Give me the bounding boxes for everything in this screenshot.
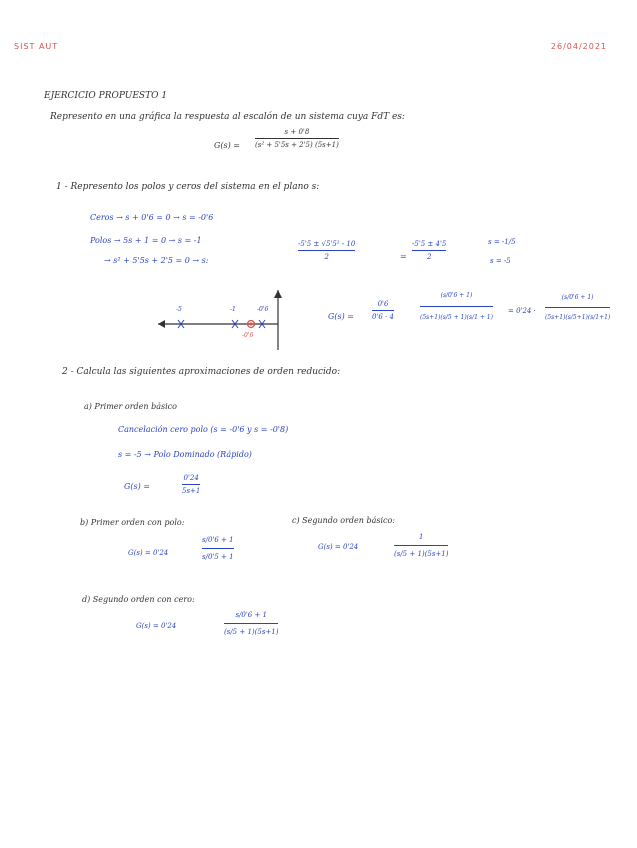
g-result-frac	[545, 294, 610, 321]
result-num: -5'5 ± 4'5	[412, 240, 447, 248]
poles-line: Polos → 5s + 1 = 0 → s = -1	[90, 236, 202, 245]
fraction-bar	[202, 548, 234, 549]
q2c-num: 1	[419, 533, 424, 541]
root-2: s = -5	[490, 257, 511, 265]
q2b-title: b) Primer orden con polo:	[80, 518, 185, 527]
zero-marker	[248, 321, 255, 328]
header-left: SIST AUT	[14, 42, 59, 51]
quadratic-line: → s² + 5'5s + 2'5 = 0 → s:	[104, 256, 209, 265]
plot-label-minus1: -1	[230, 306, 236, 313]
pole-marker-5	[178, 320, 184, 328]
tf-den: (s² + 5'5s + 2'5) (5s+1)	[255, 141, 339, 149]
fraction-bar	[394, 545, 448, 546]
plot-label-minus5: -5	[176, 306, 182, 313]
formula-den: 2	[324, 253, 329, 261]
zeros-line: Ceros → s + 0'6 = 0 → s = -0'6	[90, 213, 214, 222]
fraction-bar	[298, 250, 355, 251]
pole-marker-1	[232, 320, 238, 328]
fraction-bar	[182, 484, 200, 485]
g-result-num: (s/0'6 + 1)	[561, 294, 594, 301]
g-gain-num: 0'6	[377, 300, 389, 308]
q2c-den: (s/5 + 1)(5s+1)	[394, 550, 449, 558]
q1-title: 1 - Represento los polos y ceros del sistema en el plano s:	[56, 182, 320, 192]
result-den: 2	[426, 253, 432, 261]
q2a-line1: Cancelación cero polo (s = -0'6 y s = -0'8)	[118, 425, 289, 434]
q2d-num: s/0'6 + 1	[235, 611, 268, 619]
q2b-den: s/0'5 + 1	[202, 553, 234, 561]
q2d-den: (s/5 + 1)(5s+1)	[224, 628, 279, 636]
fraction-bar	[420, 306, 493, 307]
g-big-den: (5s+1)(s/5 + 1)(s/1 + 1)	[420, 314, 493, 321]
fraction-bar	[412, 250, 446, 251]
q2a-g: G(s) =	[124, 482, 150, 491]
fraction-bar	[224, 623, 278, 624]
q2d-title: d) Segundo orden con cero:	[82, 595, 195, 604]
q2-title: 2 - Calcula las siguientes aproximaciones de orden reducido:	[62, 367, 341, 377]
root-1: s = -1/5	[488, 238, 516, 246]
plot-label-zero: -0'6	[242, 332, 254, 339]
q2c-title: c) Segundo orden básico:	[292, 516, 396, 525]
q2d-frac	[224, 611, 278, 636]
g-gain-den: 0'6 · 4	[372, 313, 394, 321]
fraction-bar	[255, 138, 339, 139]
fraction-bar	[545, 307, 610, 308]
fraction-bar	[372, 310, 394, 311]
q2a-den: 5s+1	[182, 487, 201, 495]
g-big-num: (s/0'6 + 1)	[440, 292, 473, 299]
header-date: 26/04/2021	[550, 42, 607, 51]
formula-num: -5'5 ± √5'5² - 10	[298, 240, 356, 248]
tf-num: s + 0'8	[284, 128, 310, 136]
g-eq: G(s) =	[328, 312, 354, 321]
q2b-g: G(s) = 0'24	[128, 549, 169, 557]
pole-marker-06	[259, 320, 265, 328]
exercise-title: EJERCICIO PROPUESTO 1	[44, 91, 168, 101]
quadratic-formula	[298, 240, 355, 261]
q2c-g: G(s) = 0'24	[318, 543, 359, 551]
quadratic-result	[412, 240, 446, 261]
q2a-num: 0'24	[183, 474, 199, 482]
equals-sign: =	[400, 252, 407, 261]
g-result-den: (5s+1)(s/5+1)(s/1+1)	[545, 314, 611, 321]
q2c-frac	[394, 533, 448, 558]
g-big-frac	[420, 292, 493, 321]
tf-fraction	[255, 128, 339, 149]
exercise-statement: Represento en una gráfica la respuesta al escalón de un sistema cuya FdT es:	[50, 112, 405, 122]
q2d-g: G(s) = 0'24	[136, 622, 177, 630]
g-result-coef: = 0'24 ·	[508, 307, 536, 315]
real-axis-arrow	[158, 320, 165, 328]
imag-axis-arrow	[274, 290, 282, 298]
q2a-title: a) Primer orden básico	[84, 402, 177, 411]
q2b-num: s/0'6 + 1	[202, 536, 234, 544]
g-gain-frac	[372, 300, 394, 321]
plot-label-minus06: -0'6	[257, 306, 269, 313]
q2b-frac	[202, 536, 234, 561]
q2a-line2: s = -5 → Polo Dominado (Rápido)	[118, 450, 252, 459]
zero-marker-fill	[249, 322, 252, 325]
q2a-frac	[182, 474, 200, 495]
tf-lhs: G(s) =	[214, 141, 240, 150]
